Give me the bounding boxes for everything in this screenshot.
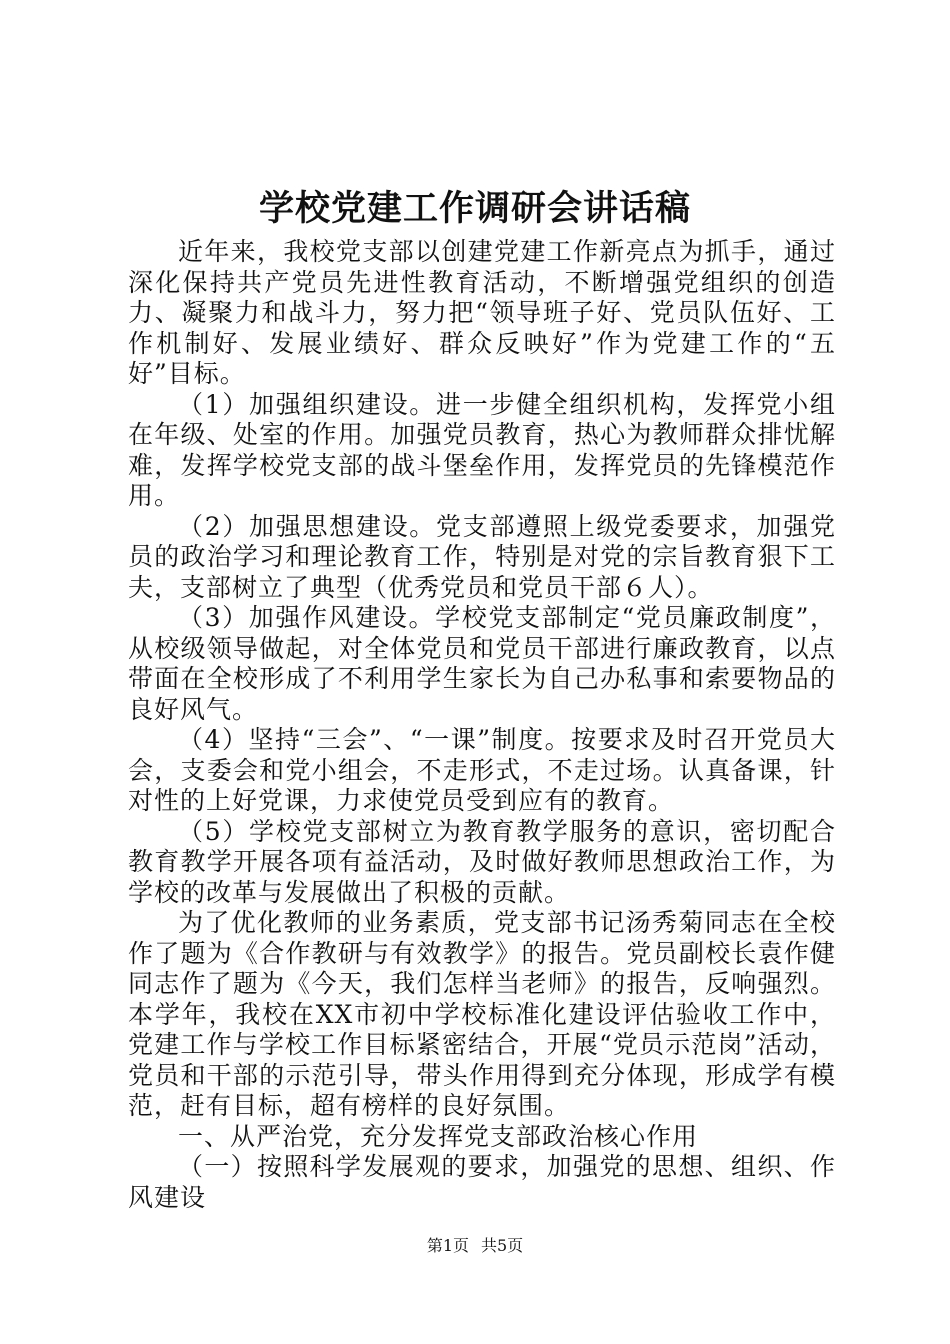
paragraph-reports: 为了优化教师的业务素质，党支部书记汤秀菊同志在全校作了题为《合作教研与有效教学》的报告。党员副校长袁作健同志作了题为《今天，我们怎样当老师》的报告，反响强烈。本学年，我校在XX市初中学校标准化建设评估验收工作中，党建工作与学校工作目标紧密结合，开展“党员示范岗”活动，党员和干部的示范引导，带头作用得到充分体现，形成学有模范，赶有目标，超有榜样的良好氛围。 bbox=[128, 908, 836, 1120]
paragraph-meetings: （4）坚持“三会”、“一课”制度。按要求及时召开党员大会，支委会和党小组会，不走形式，不走过场。认真备课，针对性的上好党课，力求使党员受到应有的教育。 bbox=[128, 725, 836, 815]
document-title: 学校党建工作调研会讲话稿 bbox=[258, 188, 691, 229]
paragraph-organization: （1）加强组织建设。进一步健全组织机构，发挥党小组在年级、处室的作用。加强党员教育，热心为教师群众排忧解难，发挥学校党支部的战斗堡垒作用，发挥党员的先锋模范作用。 bbox=[128, 389, 836, 510]
page-footer bbox=[0, 1236, 950, 1256]
paragraph-service: （5）学校党支部树立为教育教学服务的意识，密切配合教育教学开展各项有益活动，及时做好教师思想政治工作，为学校的改革与发展做出了积极的贡献。 bbox=[128, 816, 836, 907]
paragraph-intro: 近年来，我校党支部以创建党建工作新亮点为抓手，通过深化保持共产党员先进性教育活动，不断增强党组织的创造力、凝聚力和战斗力，努力把“领导班子好、党员队伍好、工作机制好、发展业绩好、群众反映好”作为党建工作的“五好”目标。 bbox=[128, 237, 836, 388]
page-total: 共5页 bbox=[481, 1236, 524, 1255]
paragraph-work-style: （3）加强作风建设。学校党支部制定“党员廉政制度”，从校级领导做起，对全体党员和党员干部进行廉政教育，以点带面在全校形成了不利用学生家长为自己办私事和索要物品的良好风气。 bbox=[128, 603, 836, 724]
section-heading: 一、从严治党，充分发挥党支部政治核心作用 bbox=[178, 1121, 699, 1151]
paragraph-ideology: （2）加强思想建设。党支部遵照上级党委要求，加强党员的政治学习和理论教育工作，特别是对党的宗旨教育狠下工夫，支部树立了典型（优秀党员和党员干部６人）。 bbox=[128, 511, 836, 602]
subsection-heading: （一）按照科学发展观的要求，加强党的思想、组织、作风建设 bbox=[128, 1152, 836, 1212]
page-number: 第1页 bbox=[426, 1236, 469, 1255]
document-body bbox=[128, 237, 836, 1213]
